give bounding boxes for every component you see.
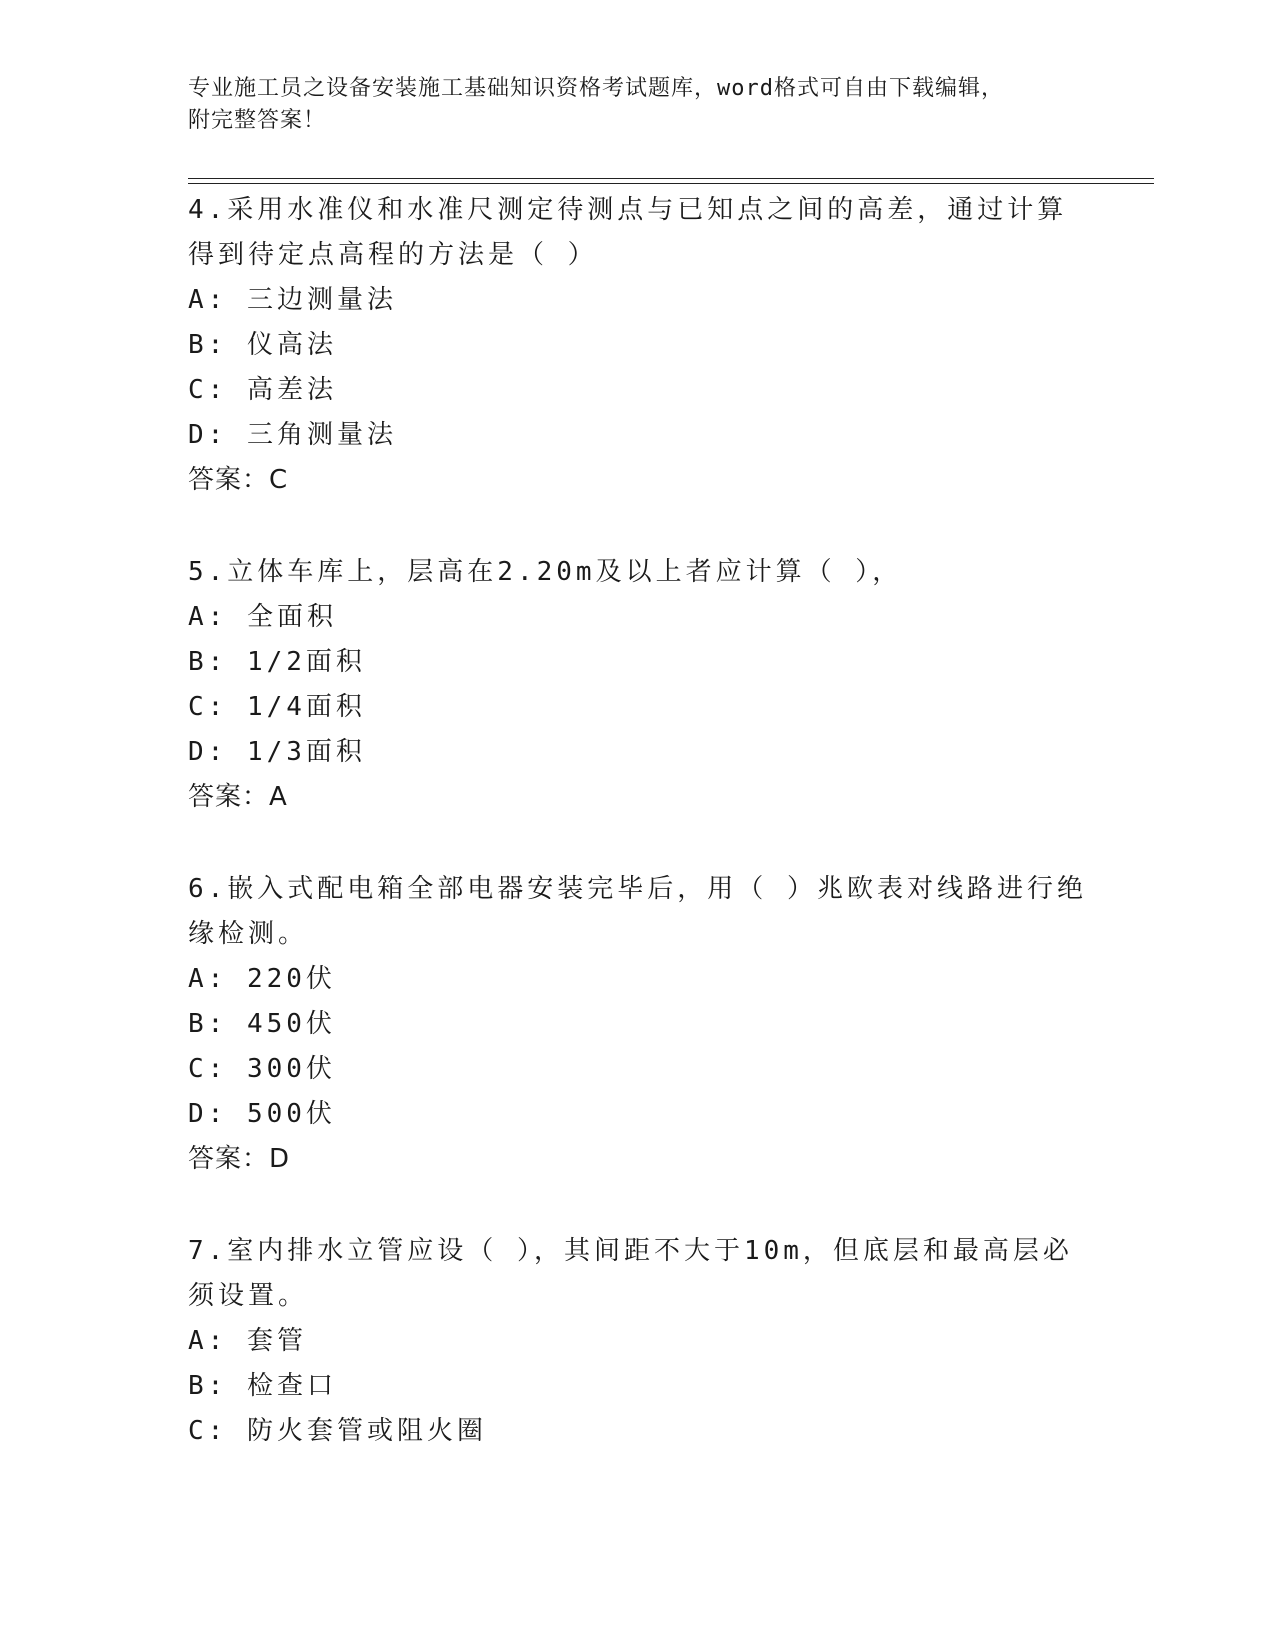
option-b: B: 1/2面积	[188, 647, 366, 677]
option-d: D: 三角测量法	[188, 420, 397, 450]
option-d: D: 500伏	[188, 1099, 336, 1129]
question-stem: 5.立体车库上，层高在2.20m及以上者应计算（ ），	[188, 557, 903, 587]
option-b: B: 450伏	[188, 1009, 336, 1039]
option-a: A: 全面积	[188, 602, 337, 632]
answer-line: 答案：C	[188, 465, 289, 495]
question-stem: 7.室内排水立管应设（ ），其间距不大于10m，但底层和最高层必须设置。	[188, 1236, 1073, 1311]
option-b: B: 检查口	[188, 1371, 337, 1401]
question-6	[188, 867, 1088, 1182]
question-7	[188, 1229, 1088, 1454]
answer-line: 答案：D	[188, 1144, 291, 1174]
option-a: A: 套管	[188, 1326, 307, 1356]
answer-line: 答案：A	[188, 782, 288, 812]
option-b: B: 仪高法	[188, 330, 337, 360]
option-c: C: 高差法	[188, 375, 337, 405]
question-5	[188, 550, 1088, 820]
question-4	[188, 188, 1088, 503]
question-list	[188, 188, 1088, 1501]
option-c: C: 1/4面积	[188, 692, 366, 722]
question-stem: 4.采用水准仪和水准尺测定待测点与已知点之间的高差，通过计算得到待定点高程的方法是（ ）	[188, 195, 1068, 270]
header-line-1: 专业施工员之设备安装施工基础知识资格考试题库，word格式可自由下载编辑，	[188, 76, 1004, 101]
option-d: D: 1/3面积	[188, 737, 366, 767]
header-line-2: 附完整答案！	[188, 108, 327, 133]
option-c: C: 防火套管或阻火圈	[188, 1416, 487, 1446]
header-double-rule	[188, 178, 1154, 184]
question-stem: 6.嵌入式配电箱全部电器安装完毕后，用（ ）兆欧表对线路进行绝缘检测。	[188, 874, 1087, 949]
option-a: A: 220伏	[188, 964, 336, 994]
option-c: C: 300伏	[188, 1054, 336, 1084]
option-a: A: 三边测量法	[188, 285, 397, 315]
document-header	[188, 73, 1068, 137]
